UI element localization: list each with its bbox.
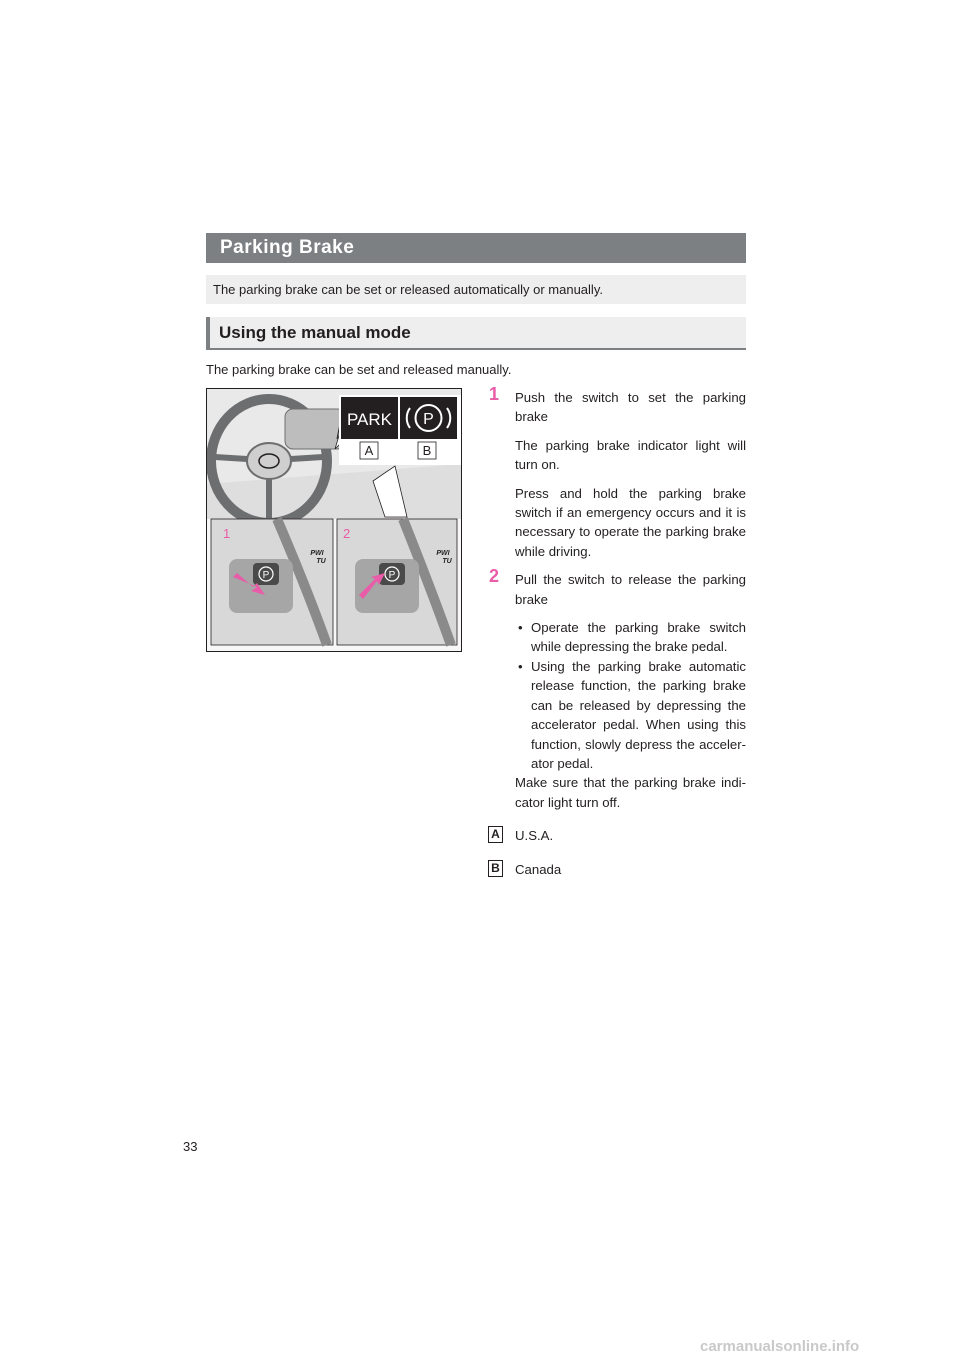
lead-text: The parking brake can be set and released manually. — [206, 362, 512, 377]
bullet-dot: • — [518, 658, 523, 674]
parking-brake-illustration — [206, 388, 462, 652]
illustration-drawing — [207, 389, 461, 651]
step-1-text: Push the switch to set the parking brake — [515, 390, 746, 425]
section-header — [206, 233, 746, 263]
step-1-note-2: Press and hold the parking brake switch if an emergency occurs and it is necessary to operate the parking brake while driving. — [515, 485, 746, 559]
section-title: Parking Brake — [220, 237, 355, 258]
step-2-bullet-2 — [488, 657, 746, 773]
legend-usa — [488, 826, 746, 846]
subsection-header — [206, 317, 746, 350]
subsection-title: Using the manual mode — [219, 323, 411, 342]
step-1 — [488, 384, 746, 427]
bullet-dot: • — [518, 620, 523, 636]
step-2-bullet-1-text: Operate the parking brake switch while depressing the brake pedal. — [531, 620, 746, 655]
switch-1-symbol: P — [262, 570, 270, 581]
panel-2-number: 2 — [343, 526, 351, 541]
watermark: carmanualsonline.info — [700, 1338, 860, 1355]
panel-2-text-1: PWI — [436, 550, 450, 557]
step-2-bullet-2-text: Using the parking brake automatic release function, the parking brake can be released by depressing the accelerator pedal. When using this function, slowly depress the acceler-ator pedal. — [531, 658, 746, 771]
panel-1-number: 1 — [223, 526, 231, 541]
step-1-note-1: The parking brake indicator light will turn on. — [515, 437, 746, 473]
step-2-after-note: Make sure that the parking brake indi-cator light turn off. — [515, 775, 746, 810]
page-number: 33 — [183, 1139, 198, 1154]
label-b: B — [422, 443, 432, 458]
step-2 — [488, 566, 746, 609]
step-2-number: 2 — [489, 566, 500, 587]
legend-key-a: A — [488, 826, 503, 843]
step-2-bullet-1 — [488, 618, 746, 657]
step-1-number: 1 — [489, 384, 500, 404]
subsection-accent — [206, 317, 210, 348]
panel-1-text-2: TU — [316, 558, 326, 565]
intro-box — [206, 275, 746, 304]
panel-1-text-1: PWI — [310, 550, 324, 557]
intro-text: The parking brake can be set or released automatically or manually. — [213, 282, 603, 297]
steering-wheel-hub — [247, 443, 291, 479]
switch-2-symbol: P — [388, 570, 396, 581]
legend-text-canada: Canada — [515, 862, 562, 878]
legend-text-usa: U.S.A. — [515, 828, 554, 844]
park-indicator-text: PARK — [346, 410, 393, 429]
p-indicator-symbol: P — [423, 411, 434, 428]
instructions-column — [488, 384, 746, 880]
label-a: A — [364, 443, 374, 458]
legend-key-b: B — [488, 860, 503, 877]
gauge-cluster — [285, 409, 345, 449]
step-2-text: Pull the switch to release the parking brake — [515, 572, 746, 607]
panel-2-text-2: TU — [442, 558, 452, 565]
legend-canada — [488, 860, 746, 880]
